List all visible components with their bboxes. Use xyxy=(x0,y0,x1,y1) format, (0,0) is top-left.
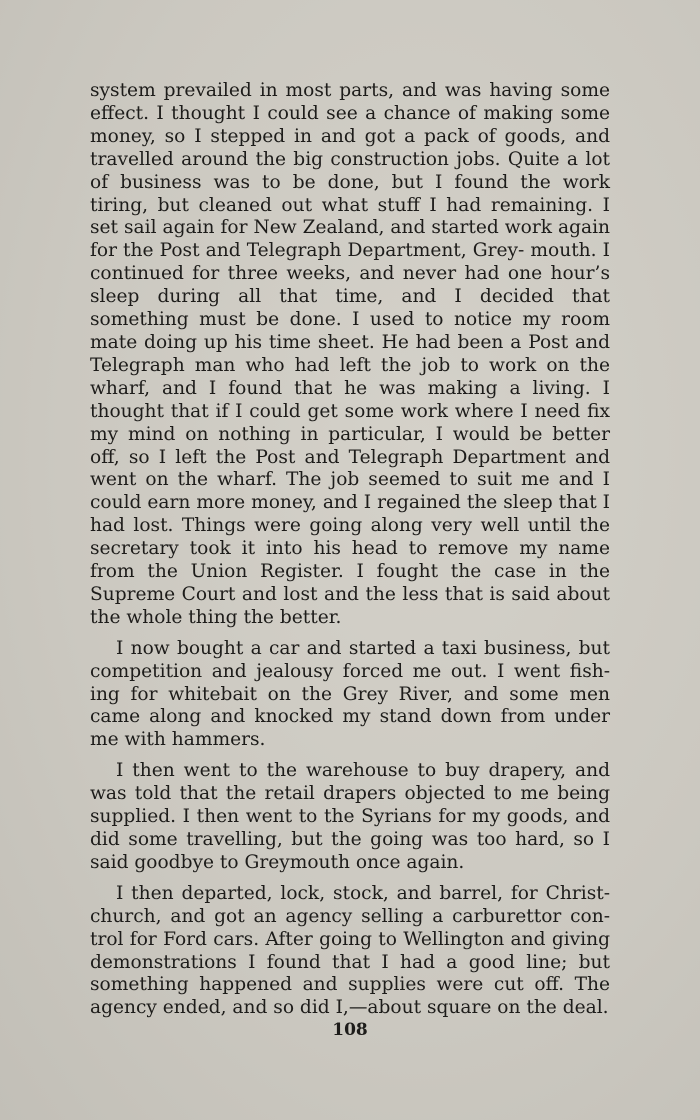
paragraph-2: I now bought a car and started a taxi business, but competition and jealousy forced me out. I went fish- ing for whitebait on the Grey River, and some men came along and knocked my stand down from under me with hammers. xyxy=(90,637,610,751)
paragraph-3: I then went to the warehouse to buy drapery, and was told that the retail drapers objected to me being supplied. I then went to the Syrians for my goods, and did some travelling, but the going was too hard, so I said goodbye to Greymouth once again. xyxy=(90,760,610,873)
paragraph-4: I then departed, lock, stock, and barrel, for Christ- church, and got an agency selling a carburettor con- trol for Ford cars. After going to Wellington and giving demonstrations I found that I had a good line; but something happened and supplies were cut off. The agency ended, and so did I,—about square on the deal. xyxy=(90,882,610,1019)
paragraph-1: system prevailed in most parts, and was having some effect. I thought I could see a chance of making some money, so I stepped in and got a pack of goods, and travelled around the big construction jobs. Quite a lot of business was to be done, but I found the work tiring, but cleaned out what stuff I had remaining. I set sail again for New Zealand, and started work again for the Post and Telegraph Department, Grey- mouth. I continued for three weeks, and never had one hour’s sleep during all that time, and I decided that something must be done. I used to notice my room mate doing up his time sheet. He had been a Post and Telegraph man who had left the job to work on the wharf, and I found that he was making a living. I thought that if I could get some work where I need fix my mind on nothing in particular, I would be better off, so I left the Post and Telegraph Department and went on the wharf. The job seemed to suit me and I could earn more money, and I regained the sleep that I had lost. Things were going along very well until the secretary took it into his head to remove my name from the Union Register. I fought the case in the Supreme Court and lost and the less that is said about the whole thing the better. xyxy=(90,80,610,628)
page-number: 108 xyxy=(332,1020,368,1040)
page-body xyxy=(90,80,610,1020)
